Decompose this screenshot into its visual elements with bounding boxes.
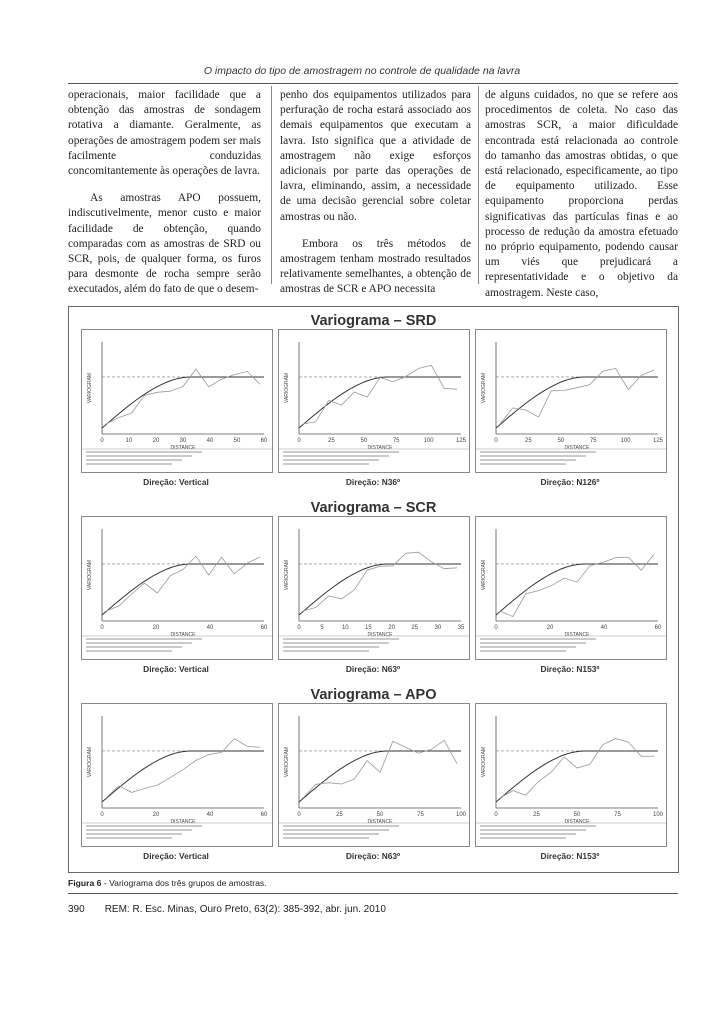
caption-text: - Variograma dos três grupos de amostras. [101, 878, 267, 888]
direction-label: Direção: N126º [540, 477, 600, 487]
x-tick-label: 0 [494, 438, 498, 444]
x-tick-label: 0 [100, 812, 104, 818]
variogram-panel [475, 516, 667, 660]
variogram-panel [475, 329, 667, 473]
paragraph: Embora os três métodos de amostragem tenham mostrado resultados relativamente semelhantes, a obtenção de amostras de SCR e APO necessita [280, 237, 471, 296]
x-tick-label: 10 [341, 625, 349, 631]
variogram-group-title: Variograma – SCR [310, 500, 437, 516]
x-tick-label: 25 [328, 438, 335, 444]
x-tick-label: 25 [336, 812, 343, 818]
y-axis-label: VARIOGRAM [284, 559, 290, 591]
variogram-plot [476, 517, 666, 659]
x-tick-label: 50 [360, 438, 368, 444]
y-axis-label: VARIOGRAM [87, 559, 93, 591]
x-tick-label: 40 [206, 625, 214, 631]
direction-label: Direção: N36º [345, 477, 401, 487]
x-tick-label: 0 [297, 812, 301, 818]
x-tick-label: 20 [152, 438, 160, 444]
x-tick-label: 75 [417, 812, 424, 818]
variogram-panel [278, 703, 470, 847]
variogram-plot [279, 517, 469, 659]
paragraph: operacionais, maior facilidade que a obtenção das amostras de sondagem rotativa a diamante. Geralmente, as operações de amostragem podem ser mais facilmente conduzidas concomitantemente às operações de lavra. [68, 89, 261, 178]
x-tick-label: 30 [179, 438, 187, 444]
x-tick-label: 0 [494, 625, 498, 631]
text-column-1 [68, 88, 261, 298]
direction-label: Direção: N153º [540, 664, 600, 674]
x-tick-label: 50 [376, 812, 384, 818]
variogram-panel [278, 516, 470, 660]
x-tick-label: 125 [652, 438, 664, 444]
x-axis-label: DISTANCE [170, 445, 196, 451]
x-tick-label: 75 [614, 812, 621, 818]
x-tick-label: 15 [365, 625, 372, 631]
running-title: O impacto do tipo de amostragem no controle de qualidade na lavra [203, 65, 521, 77]
x-tick-label: 20 [388, 625, 395, 631]
x-tick-label: 100 [423, 438, 434, 444]
variogram-group-title: Variograma – APO [310, 687, 437, 703]
x-tick-label: 60 [654, 625, 662, 631]
x-tick-label: 35 [457, 625, 465, 631]
x-tick-label: 100 [620, 438, 631, 444]
page-number: 390 [68, 904, 85, 915]
figure-6 [68, 306, 679, 873]
variogram-panel [81, 516, 273, 660]
caption-label: Figura 6 [68, 878, 102, 888]
direction-label: Direção: N153º [540, 851, 600, 861]
x-axis-label: DISTANCE [564, 445, 590, 451]
x-tick-label: 75 [589, 438, 597, 444]
x-tick-label: 60 [260, 625, 268, 631]
x-tick-label: 25 [533, 812, 540, 818]
x-axis-label: DISTANCE [367, 819, 393, 825]
x-tick-label: 25 [411, 625, 419, 631]
x-axis-label: DISTANCE [170, 632, 196, 638]
x-tick-label: 40 [600, 625, 608, 631]
direction-label: Direção: Vertical [143, 477, 209, 487]
x-tick-label: 0 [100, 438, 104, 444]
y-axis-label: VARIOGRAM [284, 746, 290, 778]
variogram-panel [81, 703, 273, 847]
paragraph: As amostras APO possuem, indiscutivelmente, menor custo e maior facilidade de obtenção, quando comparadas com as amostras de SRD ou SCR, pois, de qualquer forma, os furos para desmonte de rocha sempre serão executados, além do fato de que o desem- [68, 192, 261, 296]
direction-label: Direção: Vertical [143, 851, 209, 861]
variogram-panel [81, 329, 273, 473]
x-axis-label: DISTANCE [367, 632, 393, 638]
direction-label: Direção: N63º [345, 664, 401, 674]
header-rule [68, 83, 678, 84]
x-tick-label: 0 [100, 625, 104, 631]
x-tick-label: 60 [260, 438, 268, 444]
y-axis-label: VARIOGRAM [284, 372, 290, 404]
x-tick-label: 20 [152, 812, 160, 818]
x-tick-label: 5 [320, 625, 324, 631]
direction-label: Direção: N63º [345, 851, 401, 861]
x-tick-label: 30 [434, 625, 442, 631]
x-tick-label: 40 [206, 812, 214, 818]
variogram-panel [278, 329, 470, 473]
x-tick-label: 10 [125, 438, 133, 444]
variogram-plot [82, 704, 272, 846]
direction-label: Direção: Vertical [143, 664, 209, 674]
journal-citation: REM: R. Esc. Minas, Ouro Preto, 63(2): 385-392, abr. jun. 2010 [104, 904, 386, 915]
column-divider [478, 86, 479, 284]
text-column-2 [280, 88, 471, 298]
x-tick-label: 125 [455, 438, 467, 444]
x-tick-label: 100 [455, 812, 467, 818]
x-tick-label: 75 [392, 438, 400, 444]
variogram-plot [279, 704, 469, 846]
y-axis-label: VARIOGRAM [481, 746, 487, 778]
x-axis-label: DISTANCE [170, 819, 196, 825]
x-tick-label: 0 [494, 812, 498, 818]
paragraph: penho dos equipamentos utilizados para perfuração de rocha estará associado aos demais equipamentos que executam a lavra. Isto significa que a atividade de amostragem não exige esforços adicionais por parte das operações de lavra, eliminando, assim, a necessidade de uma decisão gerencial sobre coletar amostras ou não. [280, 89, 471, 223]
variogram-group-title: Variograma – SRD [310, 313, 437, 329]
variogram-panel [475, 703, 667, 847]
x-tick-label: 25 [525, 438, 532, 444]
y-axis-label: VARIOGRAM [481, 559, 487, 591]
x-tick-label: 40 [206, 438, 214, 444]
footer-rule [68, 893, 678, 894]
variogram-plot [476, 330, 666, 472]
paragraph: de alguns cuidados, no que se refere aos procedimentos de coleta. No caso das amostras SCR, a maior dificuldade encontrada está relacionada ao controle do tamanho das amostras obtidas, o que está relacionado, especificamente, ao tipo de equipamento utilizado. Esse equipamento proporciona perdas significativas das partículas finas e ao processo de redução da amostra efetuado no próprio equipamento, podendo causar um viés que prejudicará a representatividade e o objetivo da amostragem. Neste caso, [485, 89, 678, 299]
column-divider [271, 86, 272, 284]
x-tick-label: 50 [233, 438, 241, 444]
x-tick-label: 60 [260, 812, 268, 818]
x-tick-label: 20 [546, 625, 554, 631]
text-column-3 [485, 88, 678, 301]
x-tick-label: 100 [652, 812, 664, 818]
figure-caption [68, 878, 267, 888]
x-axis-label: DISTANCE [367, 445, 393, 451]
y-axis-label: VARIOGRAM [87, 372, 93, 404]
variogram-plot [82, 330, 272, 472]
x-tick-label: 50 [573, 812, 581, 818]
variogram-plot [476, 704, 666, 846]
y-axis-label: VARIOGRAM [87, 746, 93, 778]
x-axis-label: DISTANCE [564, 819, 590, 825]
x-tick-label: 0 [297, 625, 301, 631]
variogram-plot [279, 330, 469, 472]
variogram-plot [82, 517, 272, 659]
footer [68, 904, 386, 915]
y-axis-label: VARIOGRAM [481, 372, 487, 404]
x-tick-label: 0 [297, 438, 301, 444]
x-axis-label: DISTANCE [564, 632, 590, 638]
x-tick-label: 20 [152, 625, 160, 631]
x-tick-label: 50 [557, 438, 565, 444]
